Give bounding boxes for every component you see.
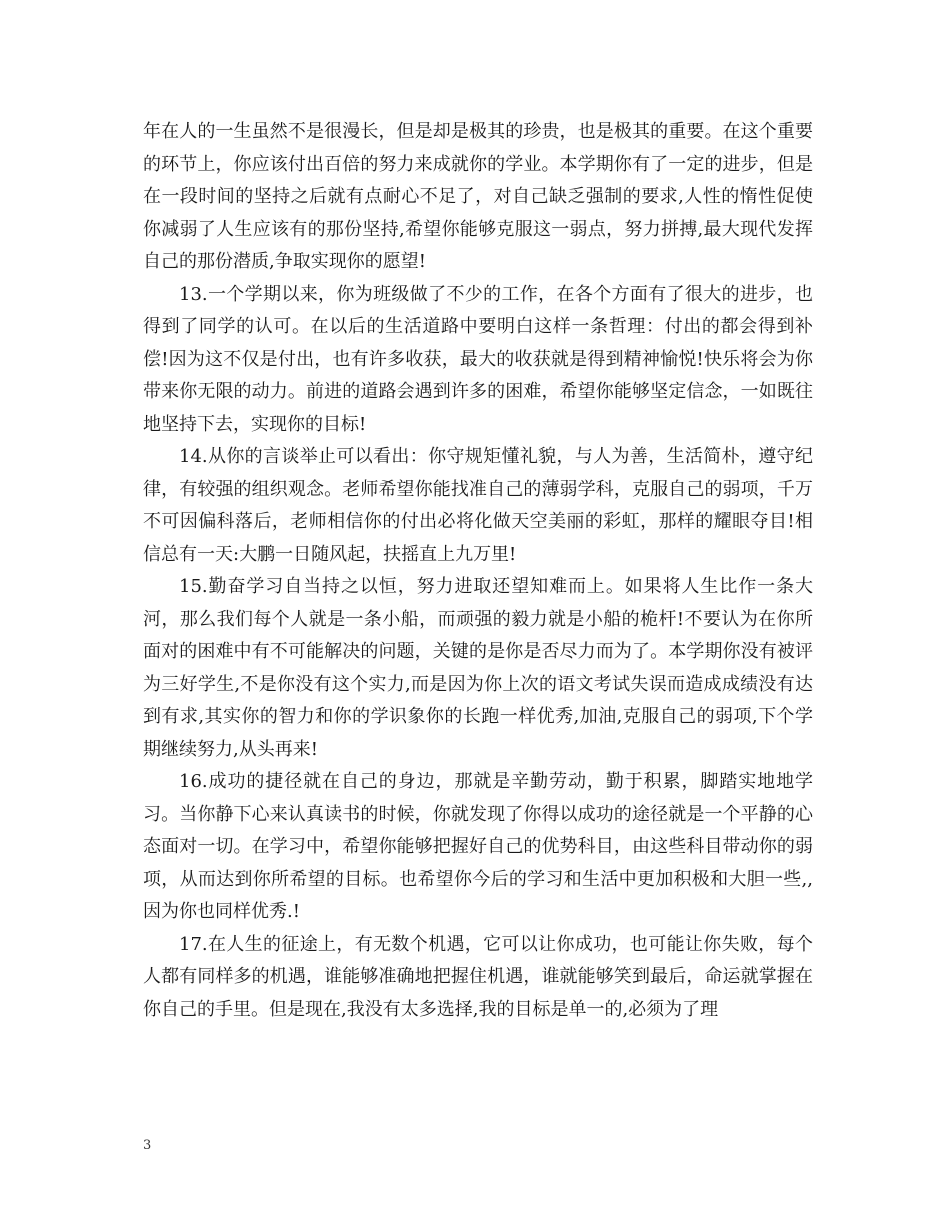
page-number: 3	[143, 1138, 152, 1153]
document-body	[143, 116, 813, 1026]
paragraph-13: 13.一个学期以来，你为班级做了不少的工作，在各个方面有了很大的进步，也得到了同学的认可。在以后的生活道路中要明白这样一条哲理：付出的都会得到补偿!因为这不仅是付出，也有许多收获，最大的收获就是得到精神愉悦!快乐将会为你带来你无限的动力。前进的道路会遇到许多的困难，希望你能够坚定信念，一如既往地坚持下去，实现你的目标!	[143, 283, 813, 435]
paragraph-17: 17.在人生的征途上，有无数个机遇，它可以让你成功，也可能让你失败，每个人都有同样多的机遇，谁能够准确地把握住机遇，谁就能够笑到最后，命运就掌握在你自己的手里。但是现在,我没有太多选择,我的目标是单一的,必须为了理	[143, 933, 813, 1020]
paragraph-16: 16.成功的捷径就在自己的身边，那就是辛勤劳动，勤于积累，脚踏实地地学习。当你静下心来认真读书的时候，你就发现了你得以成功的途径就是一个平静的心态面对一切。在学习中，希望你能够把握好自己的优势科目，由这些科目带动你的弱项，从而达到你所希望的目标。也希望你今后的学习和生活中更加积极和大胆一些,,因为你也同样优秀.!	[143, 771, 813, 922]
paragraph-continued: 年在人的一生虽然不是很漫长，但是却是极其的珍贵，也是极其的重要。在这个重要的环节上，你应该付出百倍的努力来成就你的学业。本学期你有了一定的进步，但是在一段时间的坚持之后就有点耐心不足了，对自己缺乏强制的要求,人性的惰性促使你减弱了人生应该有的那份坚持,希望你能够克服这一弱点，努力拼搏,最大现代发挥自己的那份潜质,争取实现你的愿望!	[143, 121, 813, 272]
paragraph-15: 15.勤奋学习自当持之以恒，努力进取还望知难而上。如果将人生比作一条大河，那么我们每个人就是一条小船，而顽强的毅力就是小船的桅杆!不要认为在你所面对的困难中有不可能解决的问题，关键的是你是否尽力而为了。本学期你没有被评为三好学生,不是你没有这个实力,而是因为你上次的语文考试失误而造成成绩没有达到有求,其实你的智力和你的学识象你的长跑一样优秀,加油,克服自己的弱项,下个学期继续努力,从头再来!	[143, 576, 813, 760]
paragraph-14: 14.从你的言谈举止可以看出：你守规矩懂礼貌，与人为善，生活简朴，遵守纪律，有较强的组织观念。老师希望你能找准自己的薄弱学科，克服自己的弱项，千万不可因偏科落后，老师相信你的付出必将化做天空美丽的彩虹，那样的耀眼夺目!相信总有一天:大鹏一日随风起，扶摇直上九万里!	[143, 446, 813, 565]
